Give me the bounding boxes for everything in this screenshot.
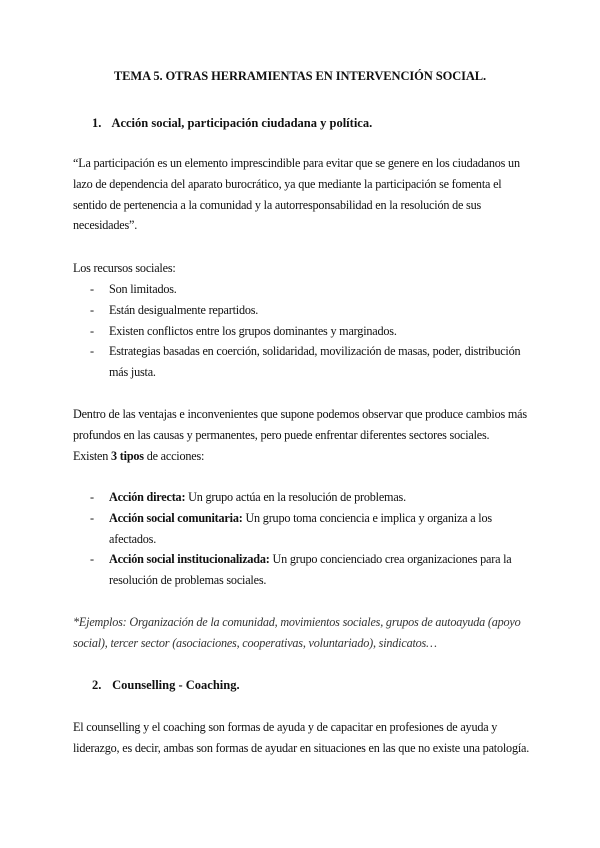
list-item [90, 300, 530, 321]
list-item [90, 508, 530, 550]
list-item-text: Estrategias basadas en coerción, solidaridad, movilización de masas, poder, distribución más justa. [109, 344, 521, 380]
examples-text: *Ejemplos: Organización de la comunidad, movimientos sociales, grupos de autoayuda (apoyo social), tercer sector (asociaciones, cooperativas, voluntariado), sindicatos… [73, 615, 521, 650]
quote-text: “La participación es un elemento imprescindible para evitar que se genere en los ciudadanos un lazo de dependencia del aparato burocrático, ya que mediante la participación se fomenta el sentido de pertenencia a la comunidad y la autorresponsabilidad en la resolución de sus necesidades”. [73, 156, 520, 233]
types-pre: Existen [73, 448, 109, 463]
dash-marker: - [90, 302, 94, 317]
resources-intro-text: Los recursos sociales: [73, 261, 176, 275]
list-item [90, 321, 530, 342]
examples-paragraph [73, 612, 533, 654]
action-text: Un grupo concienciado crea organizaciones para la resolución de problemas sociales. [109, 552, 512, 588]
list-item-text: Existen conflictos entre los grupos dominantes y marginados. [109, 323, 397, 338]
dash-marker: - [90, 510, 94, 525]
counselling-text: El counselling y el coaching son formas de ayuda y de capacitar en profesiones de ayuda y liderazgo, es decir, ambas son formas de ayudar en situaciones en las que no existe una patología. [73, 720, 530, 755]
actions-list [90, 487, 530, 591]
types-bold: 3 tipos [111, 448, 144, 463]
action-label: Acción social comunitaria: [109, 510, 243, 525]
quote-paragraph [73, 153, 533, 236]
dash-marker: - [90, 552, 94, 567]
advantages-paragraph [73, 404, 533, 466]
action-text: Un grupo toma conciencia e implica y organiza a los afectados. [109, 510, 492, 546]
counselling-paragraph [73, 717, 533, 759]
section-2-number: 2. [92, 678, 102, 692]
dash-marker: - [90, 323, 94, 338]
types-line [73, 446, 533, 467]
resources-list [90, 279, 530, 383]
document-title: TEMA 5. OTRAS HERRAMIENTAS EN INTERVENCIÓN SOCIAL. [113, 69, 487, 83]
list-item [90, 549, 530, 591]
section-1-title: Acción social, participación ciudadana y política. [111, 116, 373, 130]
dash-marker: - [90, 344, 94, 359]
list-item [90, 341, 530, 383]
section-2-heading [92, 678, 240, 693]
list-item [90, 487, 530, 508]
list-item [90, 279, 530, 300]
section-2-title: Counselling - Coaching. [112, 678, 240, 692]
section-1-number: 1. [92, 116, 102, 130]
types-post: de acciones: [146, 448, 205, 463]
list-item-text: Son limitados. [109, 282, 177, 296]
action-text: Un grupo actúa en la resolución de problemas. [188, 490, 406, 504]
action-label: Acción social institucionalizada: [109, 552, 270, 567]
advantages-text: Dentro de las ventajas e inconvenientes que supone podemos observar que produce cambios más profundos en las causas y permanentes, pero puede enfrentar diferentes sectores sociales. [73, 407, 527, 442]
section-1-heading [92, 116, 372, 131]
list-item-text: Están desigualmente repartidos. [109, 302, 259, 317]
resources-intro [73, 258, 533, 279]
action-label: Acción directa: [109, 490, 186, 504]
dash-marker: - [90, 490, 94, 504]
dash-marker: - [90, 282, 94, 296]
